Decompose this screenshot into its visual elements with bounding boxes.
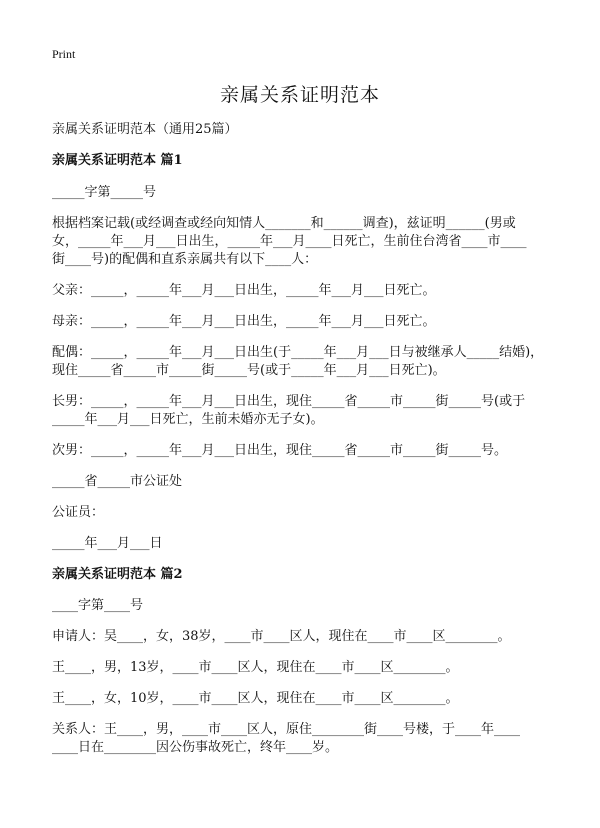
paragraph-line: 根据档案记载(或经调查或经向知情人_______和______调查)，兹证明______(男或 [52, 216, 516, 231]
section-heading: 亲属关系证明范本 篇1 [52, 153, 183, 168]
paragraph-line: 王____，女，10岁，____市____区人，现住在____市____区________。 [52, 691, 459, 706]
paragraph-line: 母亲：_____，_____年___月___日出生，_____年___月___日死亡。 [52, 314, 436, 329]
paragraph-line: _____字第_____号 [52, 185, 157, 200]
document-title: 亲属关系证明范本 [219, 84, 380, 106]
print-link[interactable]: Print [52, 47, 76, 61]
paragraph-line: 次男：_____，_____年___月___日出生，现住_____省_____市_____街_____号。 [52, 443, 508, 458]
paragraph-line: ____字第____号 [52, 598, 144, 613]
paragraph-line: 申请人：吴____，女，38岁，____市____区人，现住在____市____区________。 [52, 629, 511, 644]
paragraph-line: 配偶：_____，_____年___月___日出生(于_____年___月___日与被继承人_____结婚)， [52, 345, 544, 360]
paragraph-line: _____年___月___日死亡，生前未婚亦无子女)。 [52, 412, 324, 427]
section-heading: 亲属关系证明范本 篇2 [52, 567, 183, 582]
paragraph-line: 父亲：_____，_____年___月___日出生，_____年___月___日死亡。 [52, 283, 436, 298]
paragraph-line: 长男：_____，_____年___月___日出生，现住_____省_____市_____街_____号(或于 [52, 394, 526, 409]
paragraph-line: 公证员： [52, 505, 105, 520]
paragraph-line: 王____，男，13岁，____市____区人，现住在____市____区________。 [52, 660, 459, 675]
paragraph-line: ____日在________因公伤事故死亡，终年____岁。 [52, 740, 339, 755]
document-subtitle: 亲属关系证明范本（通用25篇） [52, 122, 238, 137]
paragraph-line: 女，_____年___月___日出生，_____年___月____日死亡，生前住台湾省____市____ [52, 234, 527, 249]
paragraph-line: 街____号)的配偶和直系亲属共有以下____人： [52, 252, 318, 267]
paragraph-line: 关系人：王____，男，____市____区人，原住________街____号楼，于____年____ [52, 722, 521, 737]
paragraph-line: _____省_____市公证处 [52, 474, 183, 489]
paragraph-line: 现住_____省_____市_____街_____号(或于_____年___月___日死亡)。 [52, 363, 446, 378]
paragraph-line: _____年___月___日 [52, 536, 163, 551]
